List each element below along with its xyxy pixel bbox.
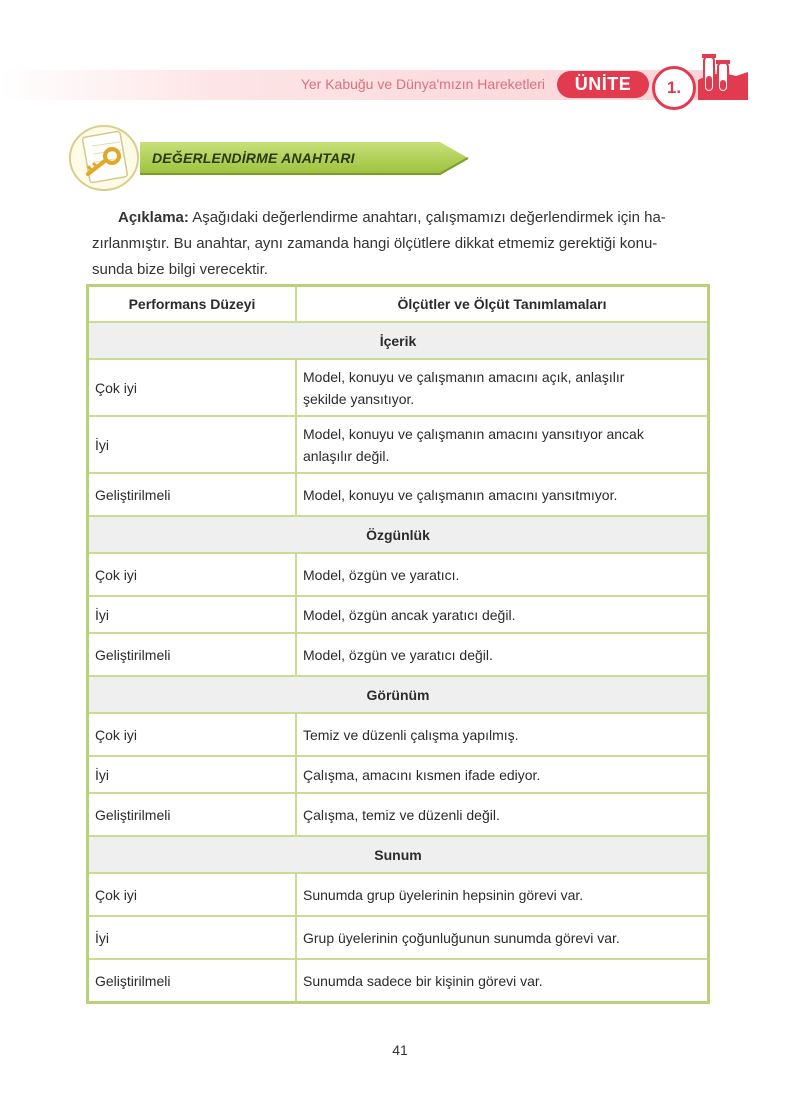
unit-badge: ÜNİTE: [557, 71, 649, 98]
level-cell: Çok iyi: [88, 553, 297, 596]
table-row: [88, 756, 709, 793]
table-row: [88, 793, 709, 836]
table-row: [88, 633, 709, 676]
level-cell: Geliştirilmeli: [88, 793, 297, 836]
rubric-table: [86, 284, 710, 1004]
intro-line-2: zırlanmıştır. Bu anahtar, aynı zamanda hangi ölçütlere dikkat etmemiz gerektiği konu-: [92, 235, 658, 252]
level-cell: Çok iyi: [88, 713, 297, 756]
section-title: DEĞERLENDİRME ANAHTARI: [152, 150, 355, 166]
category-row: [88, 676, 709, 713]
level-cell: İyi: [88, 416, 297, 473]
page-number: 41: [392, 1042, 408, 1058]
table-row: [88, 596, 709, 633]
criteria-cell: Çalışma, amacını kısmen ifade ediyor.: [296, 756, 709, 793]
table-row: [88, 416, 709, 473]
level-cell: Geliştirilmeli: [88, 959, 297, 1003]
category-row: [88, 516, 709, 553]
table-row: [88, 916, 709, 959]
table-row: [88, 959, 709, 1003]
intro-paragraph: [92, 205, 710, 283]
criteria-cell: [296, 416, 709, 473]
table-header-row: [88, 286, 709, 323]
key-icon: [66, 120, 148, 194]
intro-line-1: Aşağıdaki değerlendirme anahtarı, çalışmamızı değerlendirmek için ha-: [188, 209, 666, 226]
test-tube-icon: [696, 50, 750, 102]
level-cell: Çok iyi: [88, 873, 297, 916]
intro-line-3: sunda bize bilgi verecektir.: [92, 261, 268, 278]
category-label: Sunum: [88, 836, 709, 873]
criteria-line: Model, konuyu ve çalışmanın amacını açık, anlaşılır: [303, 368, 625, 385]
table-row: [88, 553, 709, 596]
criteria-cell: Model, özgün ancak yaratıcı değil.: [296, 596, 709, 633]
table-row: [88, 359, 709, 416]
header-title: Yer Kabuğu ve Dünya'mızın Hareketleri: [300, 76, 545, 92]
intro-lead: Açıklama:: [118, 209, 189, 226]
category-label: Görünüm: [88, 676, 709, 713]
level-cell: Geliştirilmeli: [88, 473, 297, 516]
unit-number: 1.: [652, 66, 696, 110]
criteria-cell: Model, özgün ve yaratıcı değil.: [296, 633, 709, 676]
level-cell: İyi: [88, 596, 297, 633]
criteria-cell: Sunumda grup üyelerinin hepsinin görevi var.: [296, 873, 709, 916]
category-row: [88, 836, 709, 873]
criteria-cell: Model, konuyu ve çalışmanın amacını yansıtmıyor.: [296, 473, 709, 516]
criteria-line: Model, konuyu ve çalışmanın amacını yansıtıyor ancak: [303, 425, 644, 442]
level-cell: Çok iyi: [88, 359, 297, 416]
table-row: [88, 873, 709, 916]
table-row: [88, 713, 709, 756]
category-label: İçerik: [88, 322, 709, 359]
criteria-line: anlaşılır değil.: [303, 447, 390, 464]
header-criteria: Ölçütler ve Ölçüt Tanımlamaları: [296, 286, 709, 323]
criteria-cell: Çalışma, temiz ve düzenli değil.: [296, 793, 709, 836]
criteria-cell: Grup üyelerinin çoğunluğunun sunumda görevi var.: [296, 916, 709, 959]
level-cell: İyi: [88, 916, 297, 959]
header-performance-level: Performans Düzeyi: [88, 286, 297, 323]
category-label: Özgünlük: [88, 516, 709, 553]
table-row: [88, 473, 709, 516]
criteria-cell: Temiz ve düzenli çalışma yapılmış.: [296, 713, 709, 756]
category-row: [88, 322, 709, 359]
criteria-cell: [296, 359, 709, 416]
criteria-cell: Sunumda sadece bir kişinin görevi var.: [296, 959, 709, 1003]
level-cell: Geliştirilmeli: [88, 633, 297, 676]
criteria-cell: Model, özgün ve yaratıcı.: [296, 553, 709, 596]
level-cell: İyi: [88, 756, 297, 793]
criteria-line: şekilde yansıtıyor.: [303, 390, 415, 407]
